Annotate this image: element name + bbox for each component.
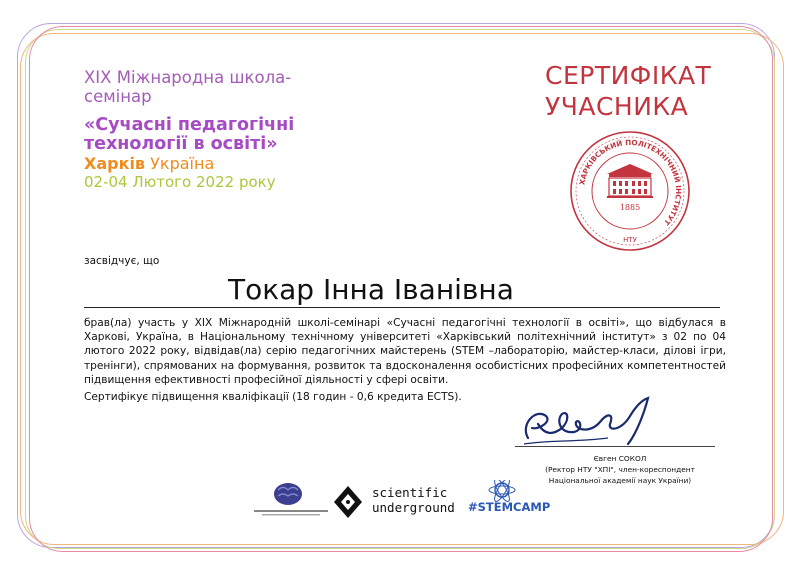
scientific-word: scientific [372,485,448,500]
signer-block [520,453,720,486]
seal-year: 1885 [619,203,641,212]
school-title: XIX Міжнародна школа-семінар [84,68,292,106]
certificate-title-line2: УЧАСНИКА [545,92,689,121]
event-dates: 02-04 Лютого 2022 року [84,173,276,191]
signer-role-line1: (Ректор НТУ "ХПІ", член-кореспондент [545,465,695,474]
certifies-label: засвідчує, що [84,255,160,267]
brain-logo-icon [250,480,332,520]
underground-word: underground [372,500,455,515]
seminar-theme: «Сучасні педагогічні технології в освіті» [84,115,295,154]
signature-graphic [518,394,668,450]
participant-name: Токар Інна Іванівна [228,273,514,306]
seal-abbrev: НТУ [623,236,637,244]
seal-emblem [569,130,691,252]
certificate-title [545,60,711,122]
scientific-underground-wordmark [372,485,455,515]
signer-role-line2: Національної академії наук України) [548,476,692,485]
signature-line [515,446,715,447]
event-country: Україна [150,154,215,173]
event-location [84,155,214,173]
stemcamp-wordmark: #STEMCAMP [468,500,551,514]
name-underline [84,307,720,308]
qualification-statement: Сертифікує підвищення кваліфікації (18 годин - 0,6 кредита ECTS). [84,391,462,403]
seal-ring-text: ХАРКІВСЬКИЙ ПОЛІТЕХНІЧНИЙ ІНСТИТУТ [577,137,684,228]
participation-description: брав(ла) участь у XIX Міжнародній школі-семінарі «Сучасні педагогічні технології в освіті», що відбулася в Харкові, Україна, в Національному технічному університеті «Харківський політехнічний інститут» з 02 по 04 лютого 2022 року, відвідав(ла) серію педагогічних майстерень (STEM –лабораторію, майстер-класи, ділові ігри, тренінги), спрямованих на формування, розвиток та вдосконалення особистісних професійних компетентностей підвищення ефективності професійної діяльності у сфері освіти. [84,317,726,386]
event-city: Харків [84,154,146,173]
signer-name: Євген СОКОЛ [593,454,647,463]
certificate-title-line1: СЕРТИФІКАТ [545,61,712,90]
